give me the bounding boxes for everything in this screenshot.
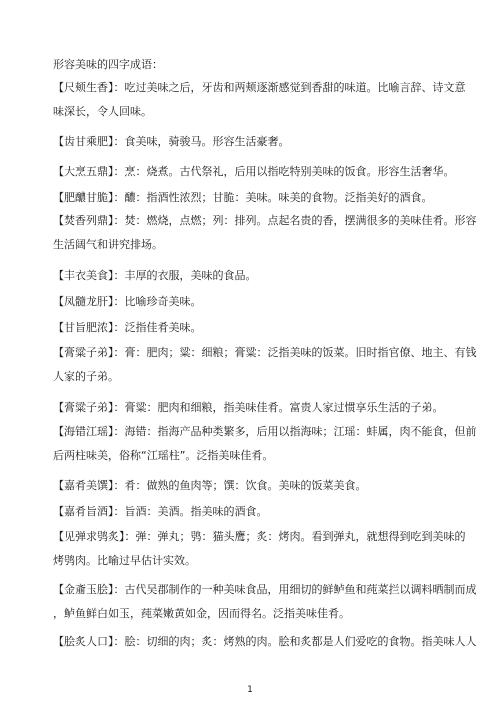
entry-text: ，鲈鱼鲜白如玉，莼菜嫩黄如金，因而得名。泛指美味佳肴。 xyxy=(53,607,350,620)
entry-text: 【焚香列鼎】：焚：燃烧，点燃；列：排列。点起名贵的香，摆满很多的美味佳肴。形容 xyxy=(53,214,477,227)
list-item xyxy=(53,209,477,257)
entry-text: 【膏粱子弟】：膏：肥肉；粱：细粮；膏粱：泛指美味的饭菜。旧时指官僚、地主、有钱 xyxy=(53,346,477,359)
entry-text: 人家的子弟。 xyxy=(53,370,119,383)
list-item xyxy=(53,160,458,184)
list-item xyxy=(53,264,458,288)
list-item xyxy=(53,186,458,210)
entry-text: 【见弹求鸮炙】：弹：弹丸；鸮：猫头鹰；炙：烤肉。看到弹丸，就想得到吃到美味的 xyxy=(53,530,466,543)
entry-text: 烤鸮肉。比喻过早估计实效。 xyxy=(53,554,196,567)
entry-text: 【金齑玉脍】：古代吴郡制作的一种美味食品，用细切的鲜鲈鱼和莼菜拦以调料晒制而成 xyxy=(53,583,477,596)
entry-text: 味深长，令人回味。 xyxy=(53,105,152,118)
entry-text: 【膏粱子弟】：膏粱：肥肉和细粮，指美味佳肴。富贵人家过惯享乐生活的子弟。 xyxy=(53,401,444,414)
entry-text: 【甘旨肥浓】：泛指佳肴美味。 xyxy=(53,321,202,334)
list-item xyxy=(53,76,466,124)
list-item xyxy=(53,341,477,389)
entry-text: 【嘉肴美馔】：肴：做熟的鱼肉等；馔：饮食。美味的饭菜美食。 xyxy=(53,479,367,492)
list-item xyxy=(53,130,458,154)
list-item xyxy=(53,316,458,340)
entry-text: 【海错江瑶】：海错：指海产品种类繁多，后用以指海味；江瑶：蚌属，肉不能食，但前 xyxy=(53,425,477,438)
entry-text: 生活阔气和讲究排场。 xyxy=(53,238,163,251)
page-title: 形容美味的四字成语： xyxy=(53,58,163,71)
list-item xyxy=(53,630,477,654)
page-number: 1 xyxy=(247,685,253,695)
entry-text: 【脍炙人口】：脍：切细的肉；炙：烤熟的肉。脍和炙都是人们爱吃的食物。指美味人人 xyxy=(53,635,477,648)
list-item xyxy=(53,290,458,314)
entry-text: 【丰衣美食】：丰厚的衣服，美味的食品。 xyxy=(53,269,257,282)
entry-text: 后两柱味美，俗称“江瑶柱”。泛指美味佳肴。 xyxy=(53,449,274,462)
entry-text: 【嘉肴旨酒】：旨酒：美酒。指美味的酒食。 xyxy=(53,505,268,518)
entry-text: 【大烹五鼎】：烹：烧煮。古代祭礼，后用以指吃特别美味的饭食。形容生活奢华。 xyxy=(53,165,455,178)
entry-text: 【肥醲甘脆】：醲：指酒性浓烈；甘脆：美味。味美的食物。泛指美好的酒食。 xyxy=(53,191,433,204)
list-item xyxy=(53,420,477,468)
list-item xyxy=(53,500,458,524)
list-item xyxy=(53,474,458,498)
list-item xyxy=(53,525,466,573)
list-item xyxy=(53,578,477,626)
entry-text: 【凤髓龙肝】：比喻珍奇美味。 xyxy=(53,295,202,308)
entry-text: 【尺颊生香】：吃过美味之后，牙齿和两颊逐渐感觉到香甜的味道。比喻言辞、诗文意 xyxy=(53,81,466,94)
list-item xyxy=(53,396,458,420)
entry-text: 【齿甘乘肥】：食美味，骑骏马。形容生活豪奢。 xyxy=(53,135,290,148)
